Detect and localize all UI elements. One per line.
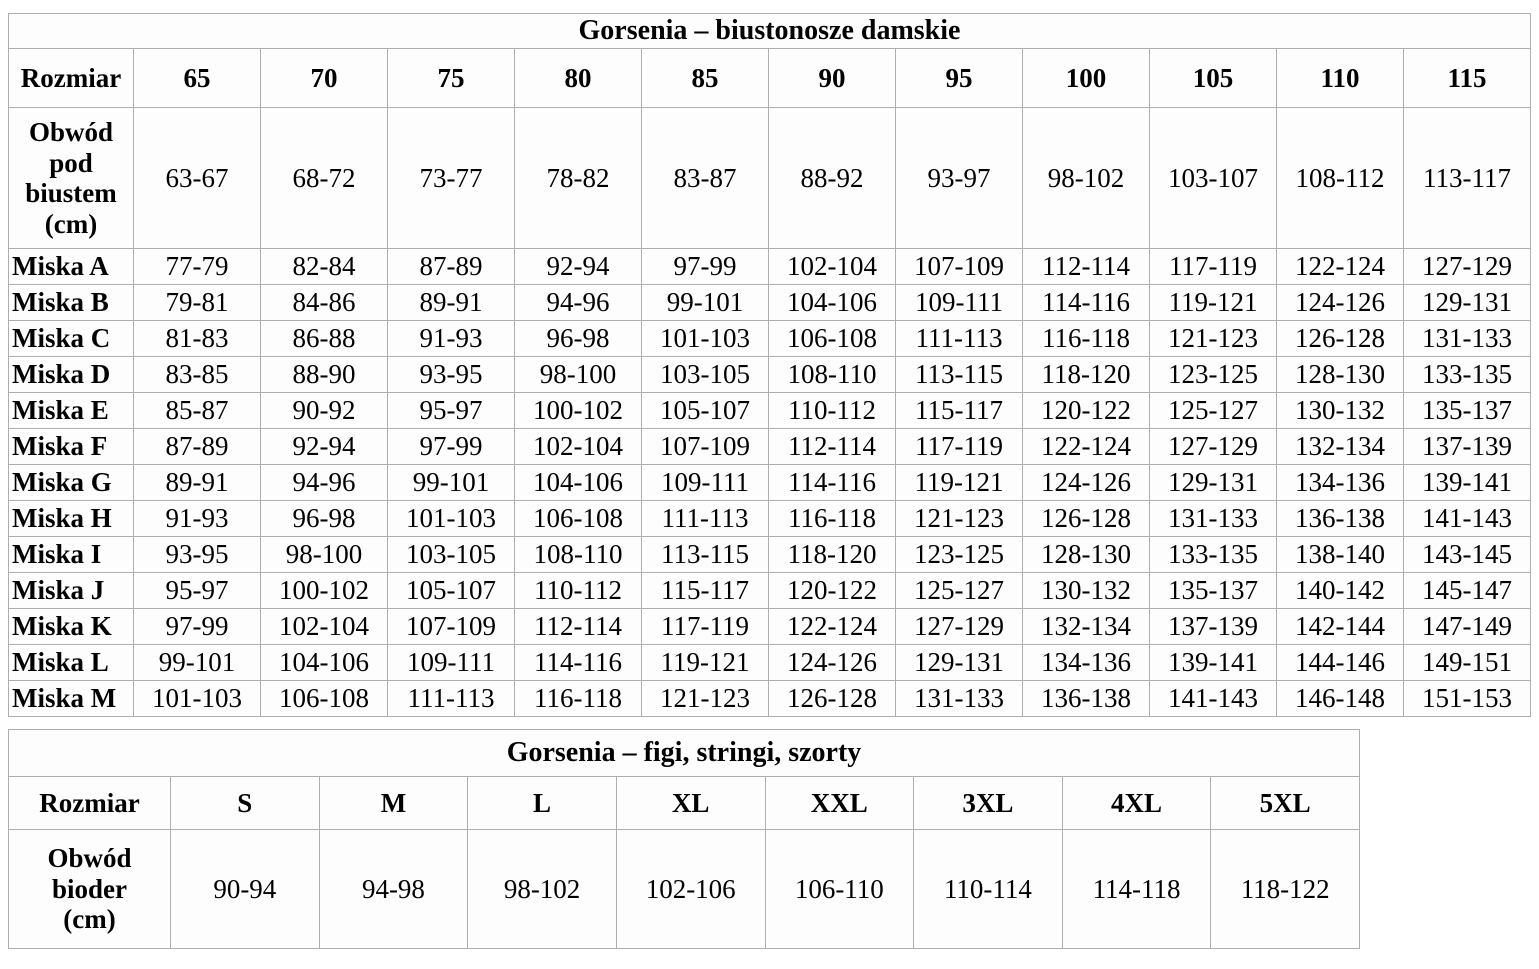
cup-row (9, 573, 1531, 609)
cup-range-cell: 96-98 (515, 321, 642, 357)
cup-range-cell: 125-127 (1150, 393, 1277, 429)
underbust-label: Obwód pod biustem (cm) (25, 117, 117, 239)
briefs-title-row (9, 730, 1360, 777)
cup-range-cell: 91-93 (134, 501, 261, 537)
cup-range-cell: 92-94 (261, 429, 388, 465)
hips-range-cell: 98-102 (468, 830, 617, 949)
cup-range-cell: 95-97 (134, 573, 261, 609)
cup-row-label: Miska L (9, 645, 134, 681)
cup-range-cell: 99-101 (388, 465, 515, 501)
cup-range-cell: 104-106 (769, 285, 896, 321)
hips-range-cell: 94-98 (319, 830, 468, 949)
underbust-range-cell: 63-67 (134, 108, 261, 249)
cup-range-cell: 86-88 (261, 321, 388, 357)
bra-size-table (8, 13, 1531, 717)
cup-range-cell: 108-110 (769, 357, 896, 393)
cup-range-cell: 77-79 (134, 249, 261, 285)
cup-range-cell: 100-102 (515, 393, 642, 429)
bra-size-header: 80 (515, 49, 642, 108)
hips-range-cell: 110-114 (914, 830, 1063, 949)
hips-range-cell: 118-122 (1211, 830, 1360, 949)
cup-range-cell: 132-134 (1277, 429, 1404, 465)
cup-range-cell: 100-102 (261, 573, 388, 609)
cup-range-cell: 109-111 (642, 465, 769, 501)
cup-range-cell: 137-139 (1150, 609, 1277, 645)
cup-range-cell: 110-112 (515, 573, 642, 609)
cup-range-cell: 115-117 (642, 573, 769, 609)
briefs-size-row-label: Rozmiar (9, 777, 171, 830)
cup-range-cell: 139-141 (1404, 465, 1531, 501)
cup-range-cell: 103-105 (388, 537, 515, 573)
briefs-size-header: XXL (765, 777, 914, 830)
cup-range-cell: 124-126 (769, 645, 896, 681)
cup-range-cell: 133-135 (1404, 357, 1531, 393)
briefs-size-header: M (319, 777, 468, 830)
cup-range-cell: 151-153 (1404, 681, 1531, 717)
briefs-size-table (8, 729, 1360, 949)
cup-range-cell: 114-116 (1023, 285, 1150, 321)
cup-range-cell: 131-133 (1404, 321, 1531, 357)
cup-range-cell: 135-137 (1150, 573, 1277, 609)
cup-range-cell: 107-109 (388, 609, 515, 645)
cup-range-cell: 122-124 (769, 609, 896, 645)
cup-range-cell: 134-136 (1023, 645, 1150, 681)
hips-label: Obwód bioder (cm) (47, 843, 132, 935)
cup-range-cell: 116-118 (515, 681, 642, 717)
cup-range-cell: 98-100 (261, 537, 388, 573)
cup-row (9, 609, 1531, 645)
cup-range-cell: 109-111 (896, 285, 1023, 321)
hips-range-cell: 90-94 (171, 830, 320, 949)
underbust-range-cell: 93-97 (896, 108, 1023, 249)
cup-range-cell: 131-133 (1150, 501, 1277, 537)
cup-range-cell: 83-85 (134, 357, 261, 393)
cup-range-cell: 114-116 (515, 645, 642, 681)
cup-range-cell: 123-125 (896, 537, 1023, 573)
cup-row (9, 393, 1531, 429)
cup-range-cell: 113-115 (642, 537, 769, 573)
cup-range-cell: 79-81 (134, 285, 261, 321)
cup-range-cell: 119-121 (1150, 285, 1277, 321)
cup-range-cell: 101-103 (388, 501, 515, 537)
cup-row-label: Miska K (9, 609, 134, 645)
cup-range-cell: 144-146 (1277, 645, 1404, 681)
cup-range-cell: 90-92 (261, 393, 388, 429)
bra-size-header: 115 (1404, 49, 1531, 108)
cup-row (9, 249, 1531, 285)
underbust-range-cell: 88-92 (769, 108, 896, 249)
cup-range-cell: 102-104 (769, 249, 896, 285)
cup-range-cell: 114-116 (769, 465, 896, 501)
cup-range-cell: 118-120 (1023, 357, 1150, 393)
hips-label-cell (9, 830, 171, 949)
cup-range-cell: 106-108 (261, 681, 388, 717)
cup-range-cell: 105-107 (388, 573, 515, 609)
briefs-size-header: 4XL (1062, 777, 1211, 830)
cup-range-cell: 103-105 (642, 357, 769, 393)
cup-range-cell: 119-121 (642, 645, 769, 681)
bra-size-header: 75 (388, 49, 515, 108)
cup-range-cell: 119-121 (896, 465, 1023, 501)
cup-range-cell: 104-106 (261, 645, 388, 681)
briefs-header-row (9, 777, 1360, 830)
hips-range-cell: 114-118 (1062, 830, 1211, 949)
cup-range-cell: 122-124 (1023, 429, 1150, 465)
cup-range-cell: 106-108 (769, 321, 896, 357)
cup-range-cell: 82-84 (261, 249, 388, 285)
cup-range-cell: 147-149 (1404, 609, 1531, 645)
cup-row-label: Miska E (9, 393, 134, 429)
cup-row (9, 357, 1531, 393)
cup-range-cell: 127-129 (896, 609, 1023, 645)
cup-range-cell: 121-123 (896, 501, 1023, 537)
cup-range-cell: 117-119 (896, 429, 1023, 465)
cup-row (9, 537, 1531, 573)
cup-row (9, 285, 1531, 321)
cup-range-cell: 138-140 (1277, 537, 1404, 573)
cup-row-label: Miska G (9, 465, 134, 501)
cup-range-cell: 127-129 (1404, 249, 1531, 285)
cup-row-label: Miska C (9, 321, 134, 357)
cup-range-cell: 94-96 (261, 465, 388, 501)
cup-range-cell: 97-99 (642, 249, 769, 285)
hips-range-cell: 106-110 (765, 830, 914, 949)
cup-range-cell: 126-128 (1023, 501, 1150, 537)
cup-range-cell: 95-97 (388, 393, 515, 429)
cup-range-cell: 117-119 (1150, 249, 1277, 285)
cup-range-cell: 112-114 (1023, 249, 1150, 285)
cup-range-cell: 87-89 (134, 429, 261, 465)
cup-row-label: Miska H (9, 501, 134, 537)
cup-range-cell: 131-133 (896, 681, 1023, 717)
cup-range-cell: 110-112 (769, 393, 896, 429)
bra-size-header: 100 (1023, 49, 1150, 108)
cup-range-cell: 141-143 (1150, 681, 1277, 717)
cup-range-cell: 118-120 (769, 537, 896, 573)
cup-range-cell: 106-108 (515, 501, 642, 537)
briefs-size-header: S (171, 777, 320, 830)
cup-range-cell: 141-143 (1404, 501, 1531, 537)
cup-range-cell: 127-129 (1150, 429, 1277, 465)
cup-row (9, 429, 1531, 465)
cup-range-cell: 97-99 (388, 429, 515, 465)
bra-size-header: 105 (1150, 49, 1277, 108)
underbust-range-cell: 78-82 (515, 108, 642, 249)
cup-range-cell: 136-138 (1023, 681, 1150, 717)
cup-range-cell: 109-111 (388, 645, 515, 681)
bra-size-header: 110 (1277, 49, 1404, 108)
cup-range-cell: 128-130 (1277, 357, 1404, 393)
cup-range-cell: 102-104 (261, 609, 388, 645)
cup-range-cell: 91-93 (388, 321, 515, 357)
cup-range-cell: 115-117 (896, 393, 1023, 429)
briefs-size-header: L (468, 777, 617, 830)
cup-range-cell: 136-138 (1277, 501, 1404, 537)
cup-range-cell: 116-118 (769, 501, 896, 537)
cup-range-cell: 130-132 (1023, 573, 1150, 609)
cup-range-cell: 94-96 (515, 285, 642, 321)
cup-range-cell: 129-131 (896, 645, 1023, 681)
cup-range-cell: 137-139 (1404, 429, 1531, 465)
cup-range-cell: 101-103 (134, 681, 261, 717)
underbust-label-cell (9, 108, 134, 249)
cup-range-cell: 126-128 (769, 681, 896, 717)
cup-range-cell: 123-125 (1150, 357, 1277, 393)
cup-range-cell: 81-83 (134, 321, 261, 357)
cup-row-label: Miska B (9, 285, 134, 321)
cup-range-cell: 135-137 (1404, 393, 1531, 429)
cup-range-cell: 97-99 (134, 609, 261, 645)
bra-table-title: Gorsenia – biustonosze damskie (9, 14, 1531, 49)
cup-range-cell: 134-136 (1277, 465, 1404, 501)
cup-range-cell: 88-90 (261, 357, 388, 393)
cup-range-cell: 129-131 (1404, 285, 1531, 321)
cup-range-cell: 121-123 (642, 681, 769, 717)
briefs-size-header: 5XL (1211, 777, 1360, 830)
bra-size-header: 90 (769, 49, 896, 108)
cup-range-cell: 111-113 (642, 501, 769, 537)
cup-range-cell: 87-89 (388, 249, 515, 285)
underbust-range-cell: 83-87 (642, 108, 769, 249)
cup-range-cell: 92-94 (515, 249, 642, 285)
cup-range-cell: 132-134 (1023, 609, 1150, 645)
cup-range-cell: 105-107 (642, 393, 769, 429)
cup-range-cell: 112-114 (515, 609, 642, 645)
cup-range-cell: 120-122 (769, 573, 896, 609)
cup-row-label: Miska J (9, 573, 134, 609)
cup-row-label: Miska D (9, 357, 134, 393)
bra-size-header: 65 (134, 49, 261, 108)
cup-range-cell: 108-110 (515, 537, 642, 573)
cup-range-cell: 112-114 (769, 429, 896, 465)
underbust-range-cell: 73-77 (388, 108, 515, 249)
cup-range-cell: 102-104 (515, 429, 642, 465)
hips-range-cell: 102-106 (616, 830, 765, 949)
underbust-row (9, 108, 1531, 249)
cup-row (9, 321, 1531, 357)
cup-range-cell: 113-115 (896, 357, 1023, 393)
cup-range-cell: 133-135 (1150, 537, 1277, 573)
cup-range-cell: 99-101 (134, 645, 261, 681)
bra-title-row (9, 14, 1531, 49)
cup-range-cell: 126-128 (1277, 321, 1404, 357)
cup-range-cell: 96-98 (261, 501, 388, 537)
cup-row-label: Miska M (9, 681, 134, 717)
cup-range-cell: 145-147 (1404, 573, 1531, 609)
cup-range-cell: 129-131 (1150, 465, 1277, 501)
cup-range-cell: 85-87 (134, 393, 261, 429)
cup-range-cell: 89-91 (388, 285, 515, 321)
bra-size-header: 85 (642, 49, 769, 108)
briefs-size-header: 3XL (914, 777, 1063, 830)
hips-row (9, 830, 1360, 949)
cup-range-cell: 140-142 (1277, 573, 1404, 609)
underbust-range-cell: 103-107 (1150, 108, 1277, 249)
cup-row (9, 501, 1531, 537)
cup-range-cell: 117-119 (642, 609, 769, 645)
briefs-size-header: XL (616, 777, 765, 830)
cup-row (9, 645, 1531, 681)
cup-range-cell: 84-86 (261, 285, 388, 321)
cup-range-cell: 99-101 (642, 285, 769, 321)
cup-range-cell: 139-141 (1150, 645, 1277, 681)
briefs-table-title: Gorsenia – figi, stringi, szorty (9, 730, 1360, 777)
cup-range-cell: 142-144 (1277, 609, 1404, 645)
cup-range-cell: 93-95 (134, 537, 261, 573)
underbust-range-cell: 108-112 (1277, 108, 1404, 249)
cup-range-cell: 111-113 (896, 321, 1023, 357)
cup-range-cell: 107-109 (896, 249, 1023, 285)
bra-header-row (9, 49, 1531, 108)
underbust-range-cell: 98-102 (1023, 108, 1150, 249)
underbust-range-cell: 68-72 (261, 108, 388, 249)
cup-range-cell: 122-124 (1277, 249, 1404, 285)
cup-range-cell: 98-100 (515, 357, 642, 393)
cup-range-cell: 89-91 (134, 465, 261, 501)
cup-range-cell: 104-106 (515, 465, 642, 501)
cup-range-cell: 124-126 (1277, 285, 1404, 321)
cup-range-cell: 116-118 (1023, 321, 1150, 357)
bra-size-header: 70 (261, 49, 388, 108)
bra-size-row-label: Rozmiar (9, 49, 134, 108)
cup-row-label: Miska I (9, 537, 134, 573)
cup-row (9, 681, 1531, 717)
cup-range-cell: 125-127 (896, 573, 1023, 609)
cup-range-cell: 121-123 (1150, 321, 1277, 357)
bra-size-header: 95 (896, 49, 1023, 108)
cup-row-label: Miska A (9, 249, 134, 285)
underbust-range-cell: 113-117 (1404, 108, 1531, 249)
cup-range-cell: 146-148 (1277, 681, 1404, 717)
cup-row (9, 465, 1531, 501)
cup-range-cell: 107-109 (642, 429, 769, 465)
cup-range-cell: 128-130 (1023, 537, 1150, 573)
cup-range-cell: 124-126 (1023, 465, 1150, 501)
cup-range-cell: 111-113 (388, 681, 515, 717)
cup-range-cell: 101-103 (642, 321, 769, 357)
cup-range-cell: 143-145 (1404, 537, 1531, 573)
cup-range-cell: 120-122 (1023, 393, 1150, 429)
cup-range-cell: 149-151 (1404, 645, 1531, 681)
cup-range-cell: 93-95 (388, 357, 515, 393)
cup-row-label: Miska F (9, 429, 134, 465)
cup-range-cell: 130-132 (1277, 393, 1404, 429)
